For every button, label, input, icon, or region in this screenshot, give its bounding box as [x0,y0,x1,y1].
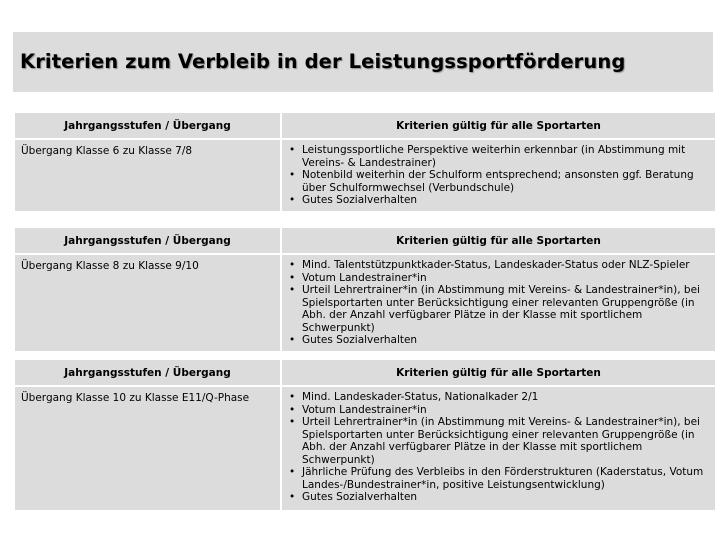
criteria-table-3 [13,358,717,512]
transition-cell: Übergang Klasse 6 zu Klasse 7/8 [14,139,281,212]
criteria-item: • Mind. Landeskader-Status, Nationalkader 2/1 [288,391,709,404]
criteria-item: • Votum Landestrainer*in [288,272,709,285]
criteria-cell [281,139,716,212]
criteria-list [288,144,709,207]
criteria-item: • Urteil Lehrertrainer*in (in Abstimmung mit Vereins- & Landestrainer*in), bei Spielsportarten unter Berücksichtigung einer relevanten Gruppengröße (in Abh. der Anzahl verfügbarer Plätze in der Klasse mit sportlichem Schwerpunkt) [288,416,709,466]
header-criteria: Kriterien gültig für alle Sportarten [281,359,716,386]
criteria-item: • Notenbild weiterhin der Schulform entsprechend; ansonsten ggf. Beratung über Schulformwechsel (Verbundschule) [288,169,709,194]
page-title: Kriterien zum Verbleib in der Leistungssportförderung [20,50,626,73]
criteria-item: • Urteil Lehrertrainer*in (in Abstimmung mit Vereins- & Landestrainer*in), bei Spielsportarten unter Berücksichtigung einer relevanten Gruppengröße (in Abh. der Anzahl verfügbarer Plätze in der Klasse mit sportlichem Schwerpunkt) [288,284,709,334]
criteria-cell [281,254,716,352]
header-grade-transition: Jahrgangsstufen / Übergang [14,112,281,139]
criteria-list [288,391,709,504]
title-band [13,32,713,92]
header-criteria: Kriterien gültig für alle Sportarten [281,112,716,139]
criteria-item: • Votum Landestrainer*in [288,404,709,417]
header-criteria: Kriterien gültig für alle Sportarten [281,227,716,254]
header-grade-transition: Jahrgangsstufen / Übergang [14,359,281,386]
transition-cell: Übergang Klasse 10 zu Klasse E11/Q-Phase [14,386,281,511]
criteria-item: • Gutes Sozialverhalten [288,334,709,347]
transition-cell: Übergang Klasse 8 zu Klasse 9/10 [14,254,281,352]
criteria-item: • Gutes Sozialverhalten [288,194,709,207]
criteria-cell [281,386,716,511]
criteria-item: • Jährliche Prüfung des Verbleibs in den Förderstrukturen (Kaderstatus, Votum Landes-/Bundestrainer*in, positive Leistungsentwicklung) [288,466,709,491]
criteria-list [288,259,709,347]
criteria-table-2 [13,226,717,353]
criteria-item: • Leistungssportliche Perspektive weiterhin erkennbar (in Abstimmung mit Vereins- & Landestrainer) [288,144,709,169]
criteria-item: • Mind. Talentstützpunktkader-Status, Landeskader-Status oder NLZ-Spieler [288,259,709,272]
criteria-table-1 [13,111,717,213]
header-grade-transition: Jahrgangsstufen / Übergang [14,227,281,254]
criteria-item: • Gutes Sozialverhalten [288,491,709,504]
